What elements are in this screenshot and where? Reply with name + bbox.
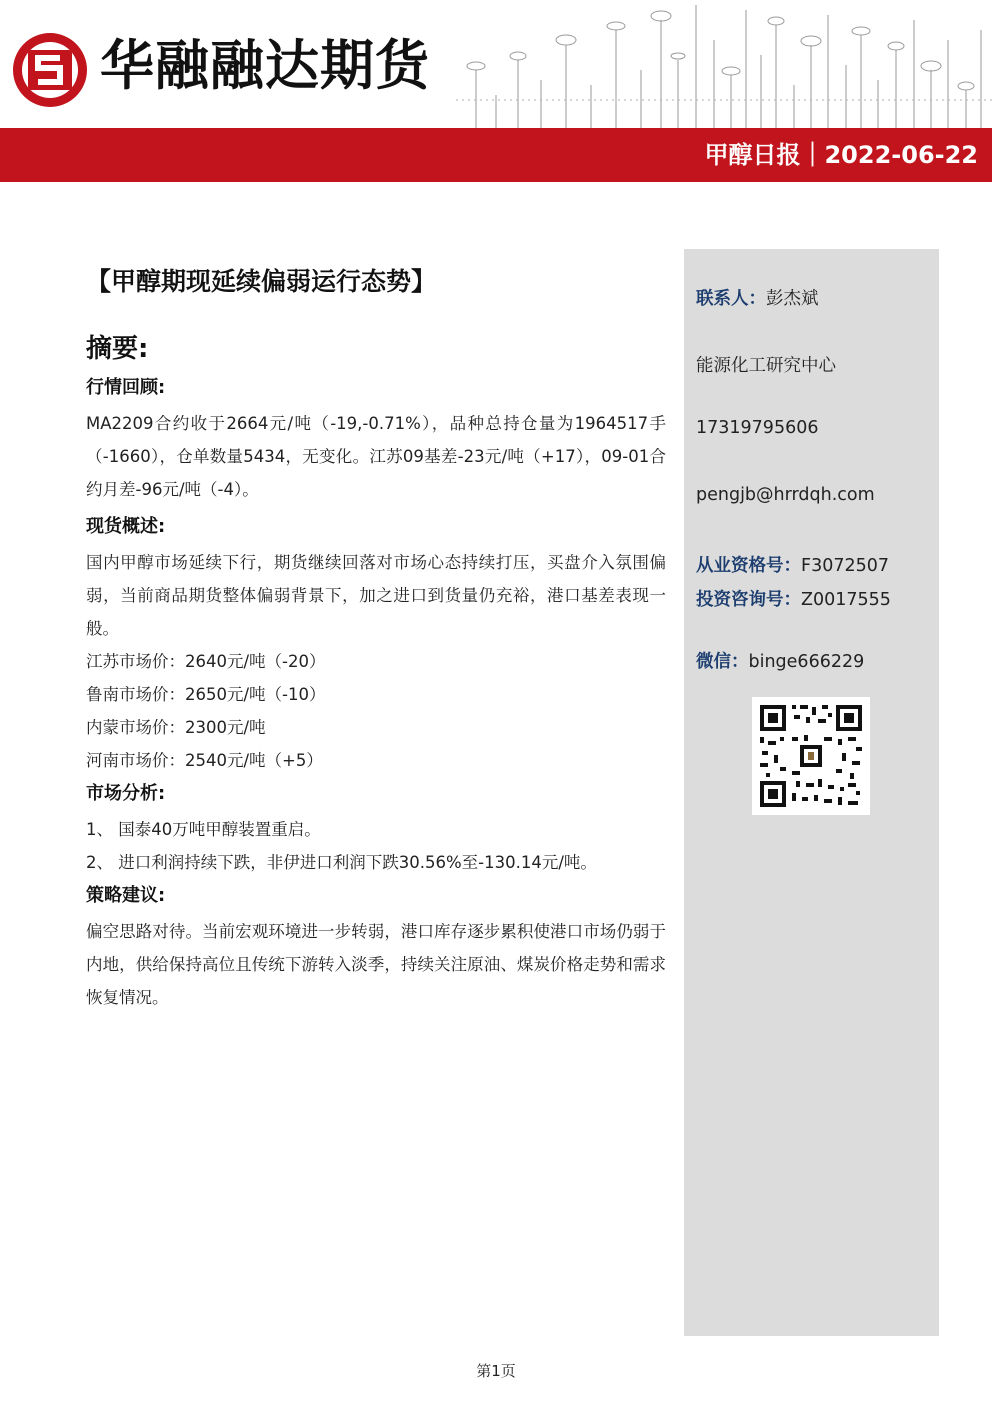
abstract-heading: 摘要: [86, 334, 149, 364]
email-address[interactable]: pengjb@hrrdqh.com [696, 485, 875, 505]
price-line: 江苏市场价：2640元/吨（-20） [86, 652, 326, 671]
qr-code-icon [752, 697, 870, 815]
department: 能源化工研究中心 [696, 356, 836, 376]
spot-overview-text: 国内甲醇市场延续下行，期货继续回落对市场心态持续打压，买盘介入氛围偏弱，当前商品期货整体偏弱背景下，加之进口到货量仍充裕，港口基差表现一般。 [86, 553, 666, 638]
company-logo-icon [10, 30, 90, 110]
consulting-number: Z0017555 [801, 590, 891, 610]
main-content [86, 328, 666, 1014]
contact-row [696, 285, 819, 310]
page-number: 第1页 [476, 1362, 516, 1380]
wechat-row [696, 648, 864, 673]
decorative-lines-graphic [456, 0, 992, 130]
company-name: 华融融达期货 [100, 33, 430, 97]
spot-overview-heading: 现货概述: [86, 516, 166, 537]
consulting-row [696, 586, 891, 611]
document-title: 【甲醇期现延续偏弱运行态势】 [86, 267, 437, 296]
wechat-label: 微信： [696, 652, 749, 672]
price-line: 河南市场价：2540元/吨（+5） [86, 751, 323, 770]
market-analysis-heading: 市场分析: [86, 783, 166, 804]
contact-name: 彭杰斌 [766, 289, 819, 309]
phone-number: 17319795606 [696, 418, 819, 438]
price-line: 鲁南市场价：2650元/吨（-10） [86, 685, 326, 704]
wechat-id: binge666229 [748, 652, 865, 672]
analysis-item: 1、 国泰40万吨甲醇装置重启。 [86, 820, 321, 839]
analysis-item: 2、 进口利润持续下跌，非伊进口利润下跌30.56%至-130.14元/吨。 [86, 853, 597, 872]
market-review-text: MA2209合约收于2664元/吨（-19,-0.71%），品种总持仓量为1964517手（-1660），仓单数量5434，无变化。江苏09基差-23元/吨（+17），09-01合约月差-96元/吨（-4）。 [86, 414, 666, 499]
qualification-label: 从业资格号： [696, 556, 801, 576]
report-title: 甲醇日报｜2022-06-22 [704, 141, 978, 169]
market-review-heading: 行情回顾: [86, 377, 166, 398]
qualification-number: F3072507 [801, 556, 890, 576]
page-header [0, 0, 992, 185]
contact-label: 联系人： [696, 289, 766, 309]
consulting-label: 投资咨询号： [696, 590, 801, 610]
strategy-heading: 策略建议: [86, 885, 166, 906]
qualification-row [696, 552, 889, 577]
strategy-text: 偏空思路对待。当前宏观环境进一步转弱，港口库存逐步累积使港口市场仍弱于内地，供给保持高位且传统下游转入淡季，持续关注原油、煤炭价格走势和需求恢复情况。 [86, 922, 666, 1007]
price-line: 内蒙市场价：2300元/吨 [86, 718, 266, 737]
contact-sidebar [684, 249, 939, 1336]
